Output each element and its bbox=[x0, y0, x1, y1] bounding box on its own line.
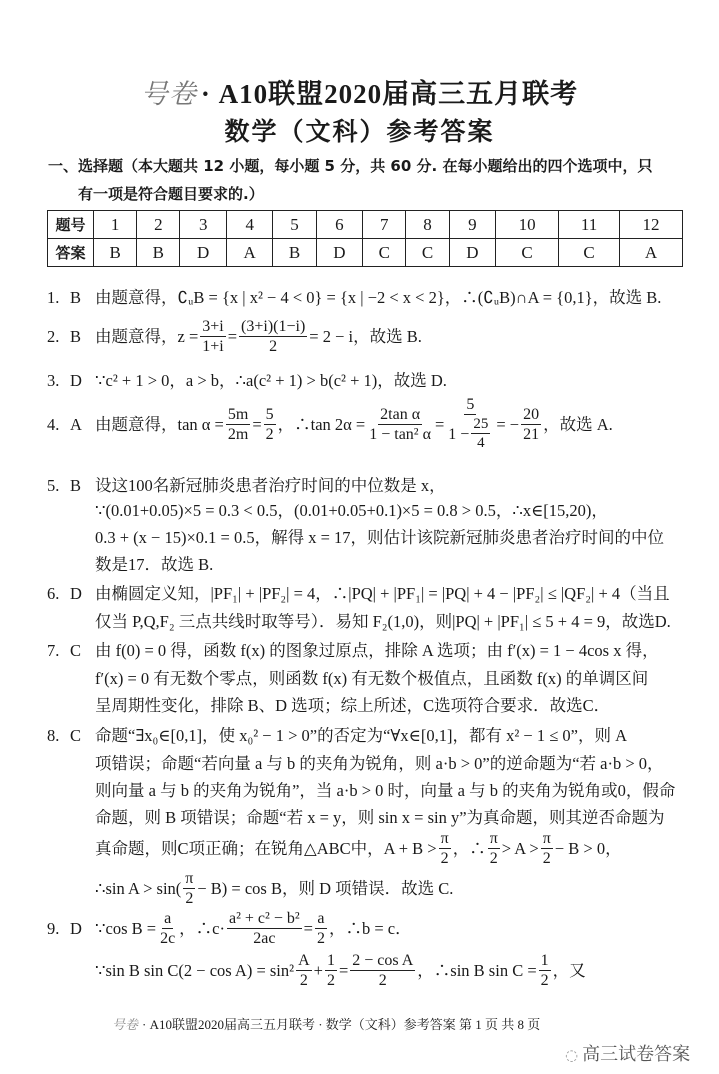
fraction bbox=[367, 406, 433, 444]
text: 2 bbox=[316, 930, 325, 947]
document-subtitle: 数学（文科）参考答案 bbox=[224, 119, 495, 146]
answer-letter: B bbox=[70, 288, 82, 307]
question-number: 2. bbox=[47, 327, 60, 346]
text: A bbox=[298, 952, 310, 969]
fraction bbox=[446, 396, 494, 453]
watermark bbox=[565, 1040, 690, 1066]
fraction bbox=[239, 318, 307, 356]
denominator bbox=[200, 337, 225, 356]
solution-line bbox=[95, 612, 671, 632]
numerator bbox=[439, 830, 451, 849]
numerator bbox=[521, 406, 541, 425]
fraction bbox=[350, 952, 415, 990]
text: − B > 0， bbox=[554, 839, 622, 858]
text: 1 − tan² α bbox=[369, 425, 431, 443]
answer-cell: B bbox=[94, 239, 137, 267]
text: ∴sin A > sin( bbox=[95, 879, 182, 898]
text: 21 bbox=[523, 425, 540, 443]
text: 1+i bbox=[202, 338, 224, 355]
text: ，∴tan 2α = bbox=[277, 414, 366, 434]
text: π bbox=[185, 870, 194, 887]
question-number: 8 bbox=[406, 211, 449, 239]
text: ∵cos B = bbox=[95, 919, 157, 938]
denominator bbox=[183, 889, 195, 908]
question-number: 7. bbox=[47, 641, 60, 660]
text: 仅当 P,Q,F₂ 三点共线时取等号）．易知 F₂(1,0)，则|PQ| + |PF₁| ≤ 5 + 4 = 9，故选D. bbox=[95, 612, 671, 631]
answer-header: 答案 bbox=[48, 239, 94, 267]
text: 由 f(0) = 0 得，函数 f(x) 的图象过原点，排除 A 选项；由 f′(x) = 1 − 4cos x 得， bbox=[95, 641, 659, 660]
solution-line bbox=[95, 669, 648, 689]
question-number: 6 bbox=[316, 211, 363, 239]
question-number: 10 bbox=[496, 211, 559, 239]
text: 2 bbox=[540, 972, 549, 989]
text: 1 bbox=[540, 952, 549, 969]
denominator bbox=[377, 971, 389, 990]
text: > A > bbox=[501, 839, 539, 858]
question-number: 7 bbox=[363, 211, 406, 239]
answer-cell: C bbox=[363, 239, 406, 267]
text: π bbox=[489, 830, 498, 847]
text: 2 bbox=[326, 972, 335, 989]
text: 2 bbox=[378, 972, 387, 989]
text: 由题意得，z = bbox=[95, 327, 199, 346]
text: 由椭圆定义知，|PF₁| + |PF₂| = 4，∴|PQ| + |PF₁| = |PQ| + 4 − |PF₂| ≤ |QF₂| + 4（当且 bbox=[95, 584, 670, 603]
solution-line bbox=[95, 476, 446, 496]
numerator bbox=[541, 830, 553, 849]
solution-line bbox=[95, 371, 447, 391]
solution-line bbox=[95, 288, 661, 308]
text: ∵sin B sin C(2 − cos A) = sin² bbox=[95, 961, 295, 980]
solution-line bbox=[95, 696, 610, 716]
text: 数是17．故选 B. bbox=[95, 555, 214, 574]
solution-line bbox=[95, 318, 422, 356]
solution-line bbox=[95, 781, 675, 801]
solution-line bbox=[95, 870, 453, 908]
text: 命题“∃x₀∈[0,1]，使 x₀² − 1 > 0”的否定为“∀x∈[0,1]，都有 x² − 1 ≤ 0”，则 A bbox=[95, 726, 628, 745]
text: f′(x) = 0 有无数个零点，则函数 f(x) 有无数个极值点，且函数 f(x) 的单调区间 bbox=[95, 669, 649, 688]
question-number: 9. bbox=[47, 919, 60, 938]
fraction bbox=[521, 406, 541, 444]
answer-cell: B bbox=[273, 239, 316, 267]
fraction bbox=[539, 952, 551, 990]
text: = − bbox=[496, 414, 520, 434]
numerator bbox=[325, 952, 337, 971]
question-number: 11 bbox=[559, 211, 620, 239]
question-number: 8. bbox=[47, 726, 60, 745]
text: 2tan α bbox=[380, 405, 421, 423]
text: 设这100名新冠肺炎患者治疗时间的中位数是 x， bbox=[95, 476, 446, 495]
numerator bbox=[227, 910, 302, 929]
text: ，∴sin B sin C = bbox=[417, 961, 537, 980]
numerator bbox=[315, 910, 326, 929]
text: 5 bbox=[265, 405, 274, 423]
denominator bbox=[251, 929, 277, 948]
text: (3+i)(1−i) bbox=[241, 318, 306, 335]
text: a bbox=[164, 910, 172, 927]
text: 2c bbox=[160, 930, 176, 947]
answer-cell: A bbox=[226, 239, 273, 267]
text: − B) = cos B，则 D 项错误．故选 C. bbox=[197, 879, 454, 898]
text: 2 bbox=[299, 972, 308, 989]
denominator bbox=[315, 929, 327, 948]
denominator bbox=[226, 425, 250, 444]
question-number: 4. bbox=[47, 414, 60, 434]
text: = bbox=[227, 327, 238, 346]
numerator bbox=[162, 910, 173, 929]
text: = bbox=[434, 414, 445, 434]
text: 5 bbox=[466, 396, 475, 413]
answer-cell: D bbox=[316, 239, 363, 267]
text: ，∴ bbox=[452, 839, 486, 858]
text: a bbox=[317, 910, 325, 927]
text: 2 bbox=[265, 425, 274, 443]
answer-letter: D bbox=[70, 371, 82, 390]
brand-logo: 号卷 bbox=[140, 79, 197, 109]
document-title bbox=[0, 72, 719, 111]
solution-line bbox=[95, 501, 608, 521]
numerator bbox=[378, 406, 422, 425]
numerator bbox=[183, 870, 195, 889]
title-text: · A10联盟2020届高三五月联考 bbox=[200, 79, 579, 109]
denominator bbox=[488, 849, 500, 868]
denominator bbox=[264, 425, 276, 444]
text: ，故选 A. bbox=[543, 414, 613, 434]
text: 1 − bbox=[448, 425, 470, 443]
text: 2m bbox=[227, 425, 249, 443]
section-heading: 一、选择题（本大题共 12 小题，每小题 5 分，共 60 分. 在每小题给出的四个选项中，只 bbox=[48, 157, 653, 175]
numerator bbox=[464, 396, 476, 415]
fraction bbox=[488, 830, 500, 868]
numerator bbox=[226, 406, 250, 425]
solution-line bbox=[95, 528, 664, 548]
text: π bbox=[440, 830, 449, 847]
footer-text: · A10联盟2020届高三五月联考 · 数学（文科）参考答案 第 1 页 共 8 页 bbox=[142, 1017, 541, 1032]
question-header: 题号 bbox=[48, 211, 94, 239]
text: + bbox=[313, 961, 323, 980]
section-heading-cont: 有一项是符合题目要求的.） bbox=[78, 185, 264, 203]
solution-line bbox=[95, 754, 664, 774]
answer-letter: C bbox=[70, 726, 82, 745]
answer-cell: C bbox=[559, 239, 620, 267]
question-number: 5 bbox=[273, 211, 316, 239]
question-number: 12 bbox=[619, 211, 682, 239]
fraction bbox=[315, 910, 327, 948]
fraction bbox=[264, 406, 276, 444]
fraction bbox=[541, 830, 553, 868]
question-number: 2 bbox=[137, 211, 180, 239]
solution-line bbox=[95, 726, 627, 746]
watermark-text: 高三试卷答案 bbox=[582, 1044, 691, 1065]
fraction bbox=[183, 870, 195, 908]
text: = bbox=[338, 961, 349, 980]
numerator bbox=[264, 406, 276, 425]
question-number: 3 bbox=[180, 211, 227, 239]
question-number: 5. bbox=[47, 476, 60, 495]
text: 真命题，则C项正确；在锐角△ABC中，A + B > bbox=[95, 839, 437, 858]
text: 由题意得，tan α = bbox=[95, 414, 224, 434]
fraction bbox=[226, 406, 250, 444]
answer-letter: D bbox=[70, 919, 82, 938]
fraction bbox=[158, 910, 177, 948]
answer-letter: C bbox=[70, 641, 82, 660]
text: 2 bbox=[440, 850, 449, 867]
fraction bbox=[200, 318, 225, 356]
denominator bbox=[267, 337, 279, 356]
solution-line bbox=[95, 830, 622, 868]
numerator bbox=[539, 952, 551, 971]
solution-line bbox=[95, 808, 665, 828]
answer-letter: A bbox=[70, 414, 82, 434]
text: 2 bbox=[269, 338, 278, 355]
text: 20 bbox=[523, 405, 540, 423]
denominator bbox=[541, 849, 553, 868]
denominator bbox=[539, 971, 551, 990]
text: 项错误；命题“若向量 a 与 b 的夹角为锐角，则 a·b > 0”的逆命题为“若 a·b > 0， bbox=[95, 754, 664, 773]
question-number: 4 bbox=[226, 211, 273, 239]
denominator bbox=[475, 434, 487, 453]
answer-cell: D bbox=[449, 239, 496, 267]
denominator bbox=[325, 971, 337, 990]
text: 0.3 + (x − 15)×0.1 = 0.5，解得 x = 17，则估计该院新冠肺炎患者治疗时间的中位 bbox=[95, 528, 665, 547]
numerator bbox=[471, 415, 490, 434]
numerator bbox=[488, 830, 500, 849]
text: 由题意得，∁ᵤB = {x | x² − 4 < 0} = {x | −2 < x < 2}，∴(∁ᵤB)∩A = {0,1}，故选 B. bbox=[95, 288, 662, 307]
denominator bbox=[367, 425, 433, 444]
text: π bbox=[542, 830, 551, 847]
question-number: 6. bbox=[47, 584, 60, 603]
text: ，∴b = c． bbox=[328, 919, 412, 938]
solution-line bbox=[95, 584, 670, 604]
question-number: 9 bbox=[449, 211, 496, 239]
answer-table bbox=[47, 210, 683, 267]
answer-letter: D bbox=[70, 584, 82, 603]
text: 5m bbox=[227, 405, 249, 423]
text: 25 bbox=[473, 416, 489, 432]
solution-line bbox=[95, 555, 213, 575]
numerator bbox=[350, 952, 415, 971]
brand-logo: 号卷 bbox=[112, 1017, 139, 1032]
text: a² + c² − b² bbox=[229, 910, 300, 927]
numerator bbox=[200, 318, 225, 337]
text: ，∴c· bbox=[179, 919, 225, 938]
fraction bbox=[325, 952, 337, 990]
denominator bbox=[298, 971, 310, 990]
text: ，又 bbox=[552, 961, 586, 980]
text: = bbox=[252, 414, 262, 434]
answer-cell: C bbox=[406, 239, 449, 267]
fraction bbox=[296, 952, 312, 990]
text: 2 bbox=[489, 850, 498, 867]
fraction bbox=[471, 415, 490, 453]
text: 2ac bbox=[253, 930, 276, 947]
question-number: 1 bbox=[94, 211, 137, 239]
wechat-icon: ◌ bbox=[565, 1046, 579, 1064]
numerator bbox=[296, 952, 312, 971]
answer-cell: A bbox=[619, 239, 682, 267]
solution-line bbox=[95, 641, 659, 661]
denominator bbox=[446, 415, 494, 453]
denominator bbox=[439, 849, 451, 868]
text: 2 − cos A bbox=[352, 952, 414, 969]
denominator bbox=[158, 929, 177, 948]
solution-line bbox=[95, 396, 613, 453]
answer-letter: B bbox=[70, 327, 82, 346]
denominator bbox=[521, 425, 541, 444]
text: 1 bbox=[326, 952, 335, 969]
numerator bbox=[239, 318, 307, 337]
question-number: 1. bbox=[47, 288, 60, 307]
text: = bbox=[303, 919, 313, 938]
text: 命题，则 B 项错误；命题“若 x = y，则 sin x = sin y”为真命题，则其逆否命题为 bbox=[95, 808, 665, 827]
text: 4 bbox=[477, 435, 485, 451]
answer-cell: D bbox=[180, 239, 227, 267]
solution-line bbox=[95, 952, 586, 990]
text: 呈周期性变化，排除 B、D 选项；综上所述，C选项符合要求．故选C． bbox=[95, 696, 611, 715]
text: 2 bbox=[185, 890, 194, 907]
answer-letter: B bbox=[70, 476, 82, 495]
text: = 2 − i，故选 B. bbox=[309, 327, 422, 346]
fraction bbox=[227, 910, 302, 948]
answer-row bbox=[48, 239, 683, 267]
question-number: 3. bbox=[47, 371, 60, 390]
text: 2 bbox=[542, 850, 551, 867]
text: ∵c² + 1 > 0，a > b，∴a(c² + 1) > b(c² + 1)，故选 D. bbox=[95, 371, 447, 390]
fraction bbox=[439, 830, 451, 868]
solution-line bbox=[95, 910, 412, 948]
text: ∵(0.01+0.05)×5 = 0.3 < 0.5，(0.01+0.05+0.1)×5 = 0.8 > 0.5，∴x∈[15,20)， bbox=[95, 501, 608, 520]
answer-cell: C bbox=[496, 239, 559, 267]
page-footer bbox=[112, 1014, 540, 1033]
text: 则向量 a 与 b 的夹角为锐角”，当 a·b > 0 时，向量 a 与 b 的夹角为锐角或0，假命 bbox=[95, 781, 676, 800]
answer-cell: B bbox=[137, 239, 180, 267]
text: 3+i bbox=[202, 318, 224, 335]
question-row bbox=[48, 211, 683, 239]
